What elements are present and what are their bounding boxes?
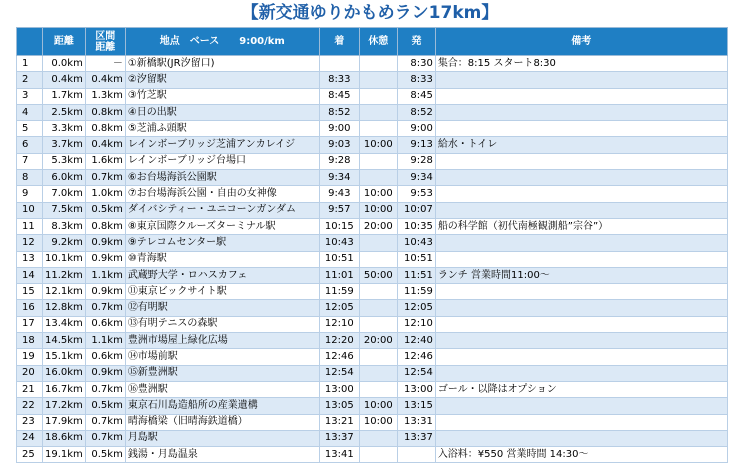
depart-time-cell: 13:31 [397, 414, 435, 430]
header-section-distance [85, 28, 125, 56]
page-title: 【新交通ゆりかもめラン17km】 [241, 3, 499, 23]
notes-cell: 集合：8:15 スタート8:30 [435, 56, 727, 72]
distance-cell: 13.4km [43, 316, 86, 332]
location-cell: ⑫有明駅 [125, 300, 319, 316]
distance-cell: 14.5km [43, 333, 86, 349]
notes-cell [435, 414, 727, 430]
depart-time-cell: 9:53 [397, 186, 435, 202]
table-row [17, 153, 728, 169]
depart-time-cell [397, 447, 435, 463]
table-row [17, 104, 728, 120]
table-row [17, 414, 728, 430]
table-row [17, 88, 728, 104]
section-distance-cell: 0.5km [85, 202, 125, 218]
location-cell: 晴海橋梁（旧晴海鉄道橋） [125, 414, 319, 430]
table-row [17, 300, 728, 316]
distance-cell: 9.2km [43, 235, 86, 251]
notes-cell [435, 121, 727, 137]
rest-time-cell [359, 56, 397, 72]
notes-cell [435, 430, 727, 446]
depart-time-cell: 11:59 [397, 284, 435, 300]
table-row [17, 333, 728, 349]
notes-cell: 入浴料：¥550 営業時間 14:30～ [435, 447, 727, 463]
rest-time-cell: 20:00 [359, 333, 397, 349]
distance-cell: 2.5km [43, 104, 86, 120]
row-number: 3 [17, 88, 43, 104]
rest-time-cell [359, 88, 397, 104]
arrive-time-cell: 8:45 [319, 88, 359, 104]
depart-time-cell: 8:33 [397, 72, 435, 88]
table-row [17, 72, 728, 88]
distance-cell: 8.3km [43, 218, 86, 234]
section-distance-cell: 0.9km [85, 251, 125, 267]
depart-time-cell: 10:51 [397, 251, 435, 267]
row-number: 22 [17, 398, 43, 414]
section-distance-cell: 0.7km [85, 430, 125, 446]
section-distance-cell: 1.1km [85, 267, 125, 283]
notes-cell: 給水・トイレ [435, 137, 727, 153]
arrive-time-cell: 13:00 [319, 381, 359, 397]
arrive-time-cell: 9:57 [319, 202, 359, 218]
rest-time-cell [359, 284, 397, 300]
depart-time-cell: 12:46 [397, 349, 435, 365]
section-distance-cell: 0.8km [85, 218, 125, 234]
rest-time-cell: 10:00 [359, 137, 397, 153]
rest-time-cell [359, 104, 397, 120]
location-cell: ⑥お台場海浜公園駅 [125, 170, 319, 186]
section-distance-cell: 0.9km [85, 365, 125, 381]
location-cell: ①新橋駅(JR汐留口) [125, 56, 319, 72]
arrive-time-cell: 13:21 [319, 414, 359, 430]
notes-cell [435, 202, 727, 218]
row-number: 11 [17, 218, 43, 234]
row-number: 20 [17, 365, 43, 381]
distance-cell: 16.0km [43, 365, 86, 381]
table-row [17, 349, 728, 365]
row-number: 25 [17, 447, 43, 463]
depart-time-cell: 9:13 [397, 137, 435, 153]
section-distance-cell: 0.7km [85, 300, 125, 316]
rest-time-cell [359, 349, 397, 365]
rest-time-cell [359, 121, 397, 137]
distance-cell: 15.1km [43, 349, 86, 365]
notes-cell: ランチ 営業時間11:00～ [435, 267, 727, 283]
distance-cell: 5.3km [43, 153, 86, 169]
depart-time-cell: 8:52 [397, 104, 435, 120]
depart-time-cell: 13:15 [397, 398, 435, 414]
rest-time-cell: 50:00 [359, 267, 397, 283]
arrive-time-cell: 12:05 [319, 300, 359, 316]
depart-time-cell: 13:37 [397, 430, 435, 446]
row-number: 9 [17, 186, 43, 202]
notes-cell [435, 316, 727, 332]
section-distance-cell: 0.7km [85, 414, 125, 430]
location-cell: ⑪東京ビックサイト駅 [125, 284, 319, 300]
location-cell: ④日の出駅 [125, 104, 319, 120]
header-location: 地点 ベース 9:00/km [125, 28, 319, 56]
table-row [17, 381, 728, 397]
course-schedule-table [16, 27, 728, 463]
location-cell: ⑨テレコムセンター駅 [125, 235, 319, 251]
location-cell: ⑮新豊洲駅 [125, 365, 319, 381]
rest-time-cell [359, 72, 397, 88]
location-cell: 東京石川島造船所の産業遺構 [125, 398, 319, 414]
table-row [17, 56, 728, 72]
distance-cell: 10.1km [43, 251, 86, 267]
header-rest: 休憩 [359, 28, 397, 56]
row-number: 21 [17, 381, 43, 397]
depart-time-cell: 11:51 [397, 267, 435, 283]
rest-time-cell [359, 153, 397, 169]
row-number: 15 [17, 284, 43, 300]
arrive-time-cell: 12:54 [319, 365, 359, 381]
section-distance-cell: 0.6km [85, 316, 125, 332]
table-header-row [17, 28, 728, 56]
notes-cell [435, 88, 727, 104]
table-row [17, 398, 728, 414]
location-cell: レインボーブリッジ芝浦アンカレイジ [125, 137, 319, 153]
section-distance-cell: 0.8km [85, 104, 125, 120]
header-depart: 発 [397, 28, 435, 56]
table-row [17, 430, 728, 446]
location-cell: ⑭市場前駅 [125, 349, 319, 365]
section-distance-cell: 0.4km [85, 137, 125, 153]
location-cell: ⑬有明テニスの森駅 [125, 316, 319, 332]
header-no [17, 28, 43, 56]
notes-cell [435, 186, 727, 202]
arrive-time-cell: 10:15 [319, 218, 359, 234]
section-distance-cell: 0.6km [85, 349, 125, 365]
depart-time-cell: 10:43 [397, 235, 435, 251]
depart-time-cell: 9:28 [397, 153, 435, 169]
distance-cell: 0.4km [43, 72, 86, 88]
row-number: 1 [17, 56, 43, 72]
section-distance-cell: － [85, 56, 125, 72]
section-distance-cell: 0.5km [85, 447, 125, 463]
row-number: 2 [17, 72, 43, 88]
notes-cell [435, 251, 727, 267]
notes-cell [435, 300, 727, 316]
rest-time-cell [359, 251, 397, 267]
rest-time-cell [359, 300, 397, 316]
section-distance-cell: 0.8km [85, 121, 125, 137]
depart-time-cell: 12:10 [397, 316, 435, 332]
distance-cell: 11.2km [43, 267, 86, 283]
arrive-time-cell: 12:46 [319, 349, 359, 365]
location-cell: ⑦お台場海浜公園・自由の女神像 [125, 186, 319, 202]
rest-time-cell [359, 170, 397, 186]
distance-cell: 6.0km [43, 170, 86, 186]
distance-cell: 19.1km [43, 447, 86, 463]
row-number: 13 [17, 251, 43, 267]
location-cell: ダイバシティー・ユニコーンガンダム [125, 202, 319, 218]
depart-time-cell: 10:07 [397, 202, 435, 218]
distance-cell: 1.7km [43, 88, 86, 104]
rest-time-cell [359, 447, 397, 463]
header-arrive: 着 [319, 28, 359, 56]
arrive-time-cell: 11:59 [319, 284, 359, 300]
table-row [17, 316, 728, 332]
arrive-time-cell: 12:20 [319, 333, 359, 349]
arrive-time-cell: 8:33 [319, 72, 359, 88]
section-distance-cell: 0.5km [85, 398, 125, 414]
row-number: 5 [17, 121, 43, 137]
arrive-time-cell: 9:00 [319, 121, 359, 137]
notes-cell [435, 349, 727, 365]
notes-cell [435, 365, 727, 381]
table-row [17, 284, 728, 300]
table-row [17, 186, 728, 202]
header-notes: 備考 [435, 28, 727, 56]
location-cell: ⑯豊洲駅 [125, 381, 319, 397]
section-distance-cell: 0.7km [85, 170, 125, 186]
distance-cell: 7.5km [43, 202, 86, 218]
row-number: 24 [17, 430, 43, 446]
section-distance-cell: 1.3km [85, 88, 125, 104]
rest-time-cell: 10:00 [359, 414, 397, 430]
rest-time-cell: 10:00 [359, 202, 397, 218]
rest-time-cell [359, 381, 397, 397]
depart-time-cell: 12:05 [397, 300, 435, 316]
header-section-distance-line1: 区間 [95, 30, 116, 42]
location-cell: ⑧東京国際クルーズターミナル駅 [125, 218, 319, 234]
table-row [17, 447, 728, 463]
arrive-time-cell: 13:05 [319, 398, 359, 414]
header-distance: 距離 [43, 28, 86, 56]
location-cell: ⑤芝浦ふ頭駅 [125, 121, 319, 137]
location-cell: ③竹芝駅 [125, 88, 319, 104]
arrive-time-cell: 9:43 [319, 186, 359, 202]
distance-cell: 17.2km [43, 398, 86, 414]
notes-cell [435, 284, 727, 300]
row-number: 4 [17, 104, 43, 120]
distance-cell: 12.1km [43, 284, 86, 300]
depart-time-cell: 9:00 [397, 121, 435, 137]
row-number: 14 [17, 267, 43, 283]
location-cell: レインボーブリッジ台場口 [125, 153, 319, 169]
distance-cell: 3.7km [43, 137, 86, 153]
notes-cell: ゴール・以降はオプション [435, 381, 727, 397]
notes-cell [435, 235, 727, 251]
row-number: 8 [17, 170, 43, 186]
arrive-time-cell: 9:28 [319, 153, 359, 169]
row-number: 10 [17, 202, 43, 218]
location-cell: 武蔵野大学・ロハスカフェ [125, 267, 319, 283]
distance-cell: 17.9km [43, 414, 86, 430]
depart-time-cell: 12:40 [397, 333, 435, 349]
arrive-time-cell: 10:43 [319, 235, 359, 251]
arrive-time-cell: 13:37 [319, 430, 359, 446]
header-section-distance-line2: 距離 [95, 41, 116, 53]
distance-cell: 3.3km [43, 121, 86, 137]
row-number: 19 [17, 349, 43, 365]
table-row [17, 137, 728, 153]
notes-cell [435, 170, 727, 186]
distance-cell: 7.0km [43, 186, 86, 202]
notes-cell [435, 153, 727, 169]
section-distance-cell: 0.9km [85, 284, 125, 300]
rest-time-cell [359, 235, 397, 251]
row-number: 12 [17, 235, 43, 251]
arrive-time-cell: 11:01 [319, 267, 359, 283]
rest-time-cell: 10:00 [359, 186, 397, 202]
depart-time-cell: 13:00 [397, 381, 435, 397]
rest-time-cell [359, 316, 397, 332]
table-row [17, 121, 728, 137]
location-cell: 銭湯・月島温泉 [125, 447, 319, 463]
row-number: 18 [17, 333, 43, 349]
arrive-time-cell: 9:03 [319, 137, 359, 153]
row-number: 17 [17, 316, 43, 332]
table-row [17, 170, 728, 186]
section-distance-cell: 0.7km [85, 381, 125, 397]
distance-cell: 12.8km [43, 300, 86, 316]
location-cell: ②汐留駅 [125, 72, 319, 88]
rest-time-cell: 10:00 [359, 398, 397, 414]
location-cell: ⑩青海駅 [125, 251, 319, 267]
row-number: 23 [17, 414, 43, 430]
location-cell: 豊洲市場屋上緑化広場 [125, 333, 319, 349]
depart-time-cell: 8:30 [397, 56, 435, 72]
arrive-time-cell: 13:41 [319, 447, 359, 463]
notes-cell [435, 104, 727, 120]
arrive-time-cell: 12:10 [319, 316, 359, 332]
notes-cell [435, 333, 727, 349]
table-row [17, 267, 728, 283]
section-distance-cell: 0.4km [85, 72, 125, 88]
rest-time-cell [359, 365, 397, 381]
table-row [17, 235, 728, 251]
row-number: 6 [17, 137, 43, 153]
arrive-time-cell [319, 56, 359, 72]
depart-time-cell: 8:45 [397, 88, 435, 104]
arrive-time-cell: 9:34 [319, 170, 359, 186]
depart-time-cell: 10:35 [397, 218, 435, 234]
table-row [17, 218, 728, 234]
arrive-time-cell: 10:51 [319, 251, 359, 267]
notes-cell [435, 398, 727, 414]
arrive-time-cell: 8:52 [319, 104, 359, 120]
section-distance-cell: 1.0km [85, 186, 125, 202]
notes-cell: 船の科学館（初代南極観測船”宗谷”） [435, 218, 727, 234]
table-row [17, 202, 728, 218]
distance-cell: 0.0km [43, 56, 86, 72]
row-number: 7 [17, 153, 43, 169]
rest-time-cell [359, 430, 397, 446]
section-distance-cell: 0.9km [85, 235, 125, 251]
table-row [17, 365, 728, 381]
section-distance-cell: 1.1km [85, 333, 125, 349]
notes-cell [435, 72, 727, 88]
rest-time-cell: 20:00 [359, 218, 397, 234]
depart-time-cell: 12:54 [397, 365, 435, 381]
distance-cell: 16.7km [43, 381, 86, 397]
table-row [17, 251, 728, 267]
distance-cell: 18.6km [43, 430, 86, 446]
location-cell: 月島駅 [125, 430, 319, 446]
section-distance-cell: 1.6km [85, 153, 125, 169]
row-number: 16 [17, 300, 43, 316]
depart-time-cell: 9:34 [397, 170, 435, 186]
